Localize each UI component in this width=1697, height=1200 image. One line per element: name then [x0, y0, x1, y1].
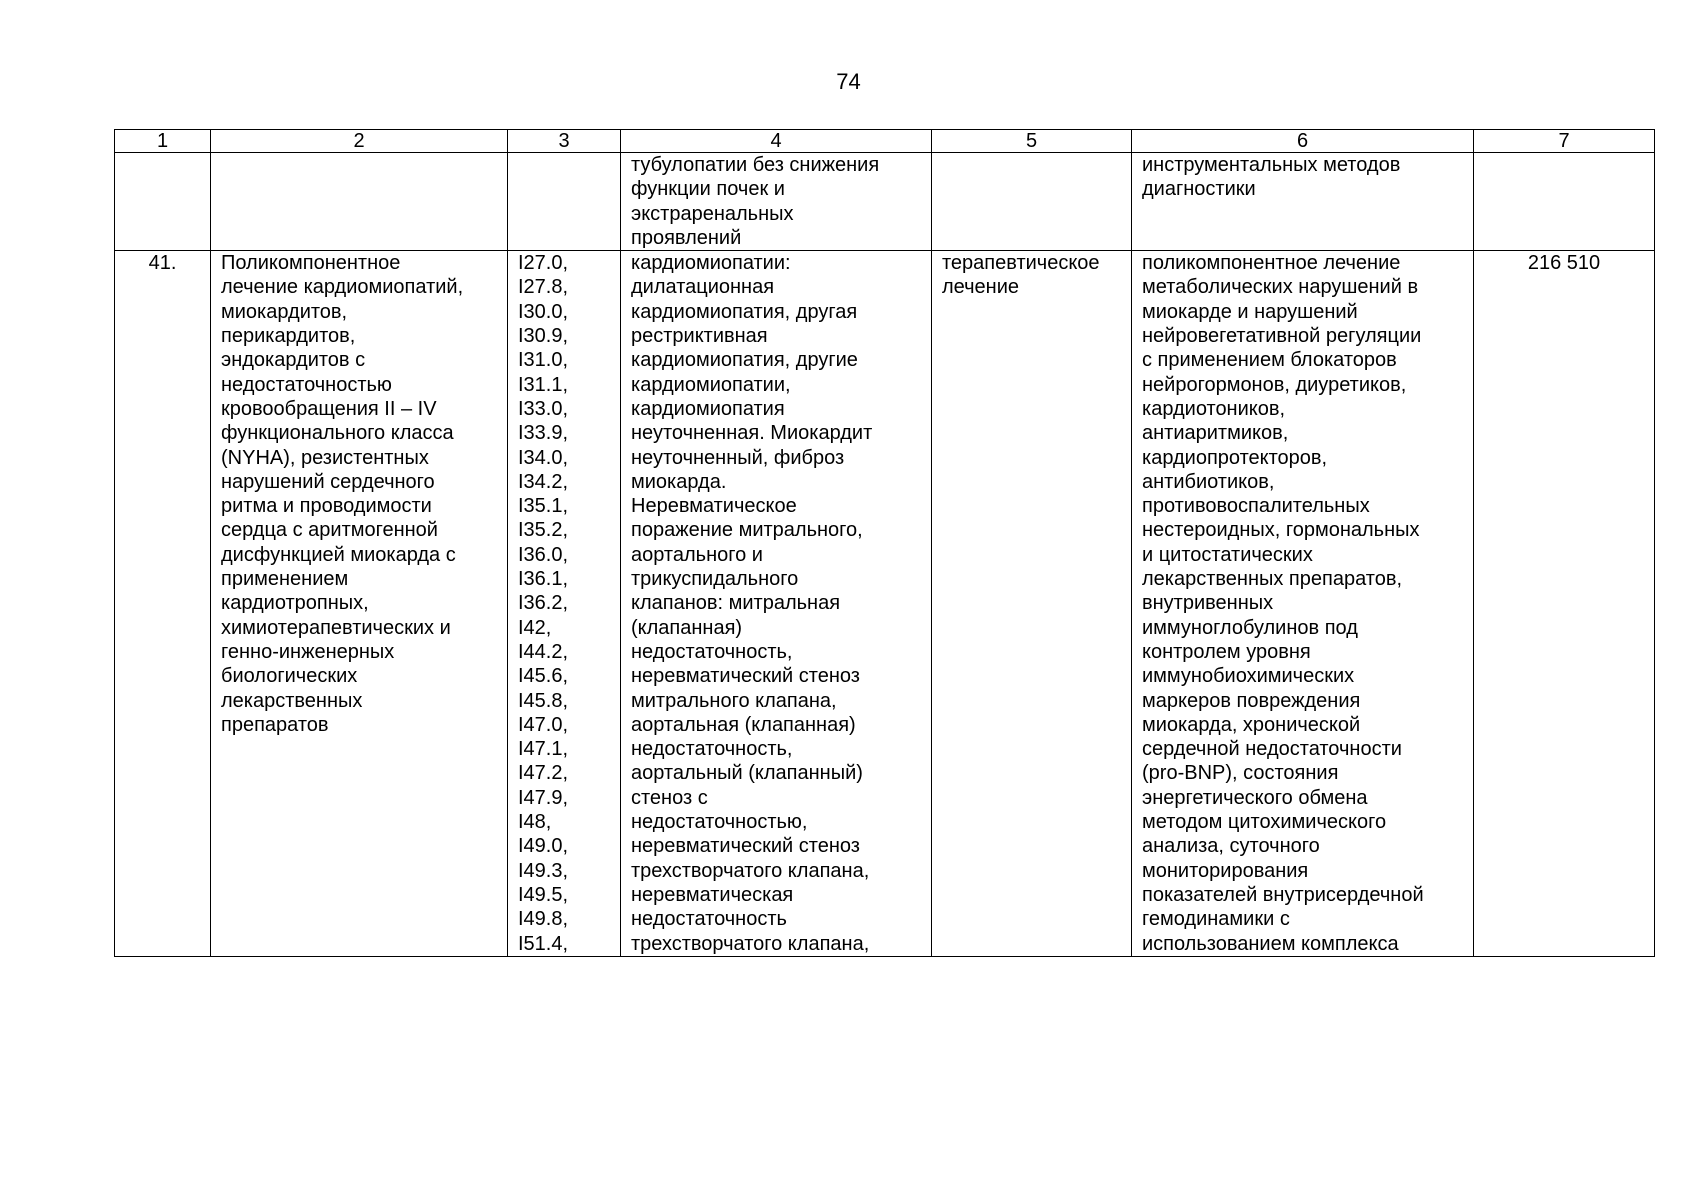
- patient-model-cell: [621, 251, 932, 957]
- care-type-cell: [211, 251, 508, 957]
- table-header-row: [115, 130, 1655, 153]
- page-number: 74: [836, 69, 861, 94]
- treatment-method-cell: [1132, 251, 1474, 957]
- cont-cell-codes: [508, 153, 621, 251]
- header-cell-1: 1: [115, 130, 211, 153]
- cont-cell-name: [211, 153, 508, 251]
- table-row-continuation: [115, 153, 1655, 251]
- cont-method-text: инструментальных методов диагностики: [1142, 154, 1401, 201]
- care-type-name: Поликомпонентное лечение кардиомиопатий, миокардитов, перикардитов, эндокардитов с недостаточностью кровообращения II – IV функционального класса (NYHA), резистентных нарушений сердечного ритма и проводимости сердца с аритмогенной дисфункцией миокарда с применением кардиотропных, химиотерапевтических и генно-инженерных биологических лекарственных препаратов: [221, 252, 464, 736]
- cost-cell: [1474, 251, 1655, 957]
- table-row-41: [115, 251, 1655, 957]
- medical-care-table: [114, 129, 1655, 957]
- icd-codes: I27.0, I27.8, I30.0, I30.9, I31.0, I31.1, I33.0, I33.9, I34.0, I34.2, I35.1, I35.2, I36.0, I36.1, I36.2, I42, I44.2, I45.6, I45.8, I47.0, I47.1, I47.2, I47.9, I48, I49.0, I49.3, I49.5, I49.8, I51.4,: [518, 252, 569, 955]
- cont-cell-model: [621, 153, 932, 251]
- cost-value: 216 510: [1527, 252, 1601, 275]
- row-number-cell: [115, 251, 211, 957]
- icd-codes-cell: [508, 251, 621, 957]
- header-cell-6: 6: [1132, 130, 1474, 153]
- patient-model: кардиомиопатии: дилатационная кардиомиопатия, другая рестриктивная кардиомиопатия, другие кардиомиопатии, кардиомиопатия неуточненная. Миокардит неуточненный, фиброз миокарда. Неревматическое поражение митрального, аортального и трикуспидального клапанов: митральная (клапанная) недостаточность, неревматический стеноз митрального клапана, аортальная (клапанная) недостаточность, аортальный (клапанный) стеноз с недостаточностью, неревматический стеноз трехстворчатого клапана, неревматическая недостаточность трехстворчатого клапана,: [631, 252, 873, 955]
- cont-cell-cost: [1474, 153, 1655, 251]
- treatment-method: поликомпонентное лечение метаболических нарушений в миокарде и нарушений нейровегетативной регуляции с применением блокаторов нейрогормонов, диуретиков, кардиотоников, антиаритмиков, кардиопротекторов, антибиотиков, противовоспалительных нестероидных, гормональных и цитостатических лекарственных препаратов, внутривенных иммуноглобулинов под контролем уровня иммунобиохимических маркеров повреждения миокарда, хронической сердечной недостаточности (pro-BNP), состояния энергетического обмена методом цитохимического анализа, суточного мониторирования показателей внутрисердечной гемодинамики с использованием комплекса: [1142, 252, 1424, 955]
- treatment-type-cell: [932, 251, 1132, 957]
- header-cell-2: 2: [211, 130, 508, 153]
- header-cell-5: 5: [932, 130, 1132, 153]
- cont-cell-treatment-type: [932, 153, 1132, 251]
- header-cell-4: 4: [621, 130, 932, 153]
- row-number: 41.: [148, 252, 177, 275]
- header-cell-7: 7: [1474, 130, 1655, 153]
- header-cell-3: 3: [508, 130, 621, 153]
- cont-cell-number: [115, 153, 211, 251]
- treatment-type: терапевтическое лечение: [942, 252, 1100, 299]
- cont-model-text: тубулопатии без снижения функции почек и экстраренальных проявлений: [631, 154, 880, 249]
- cont-cell-method: [1132, 153, 1474, 251]
